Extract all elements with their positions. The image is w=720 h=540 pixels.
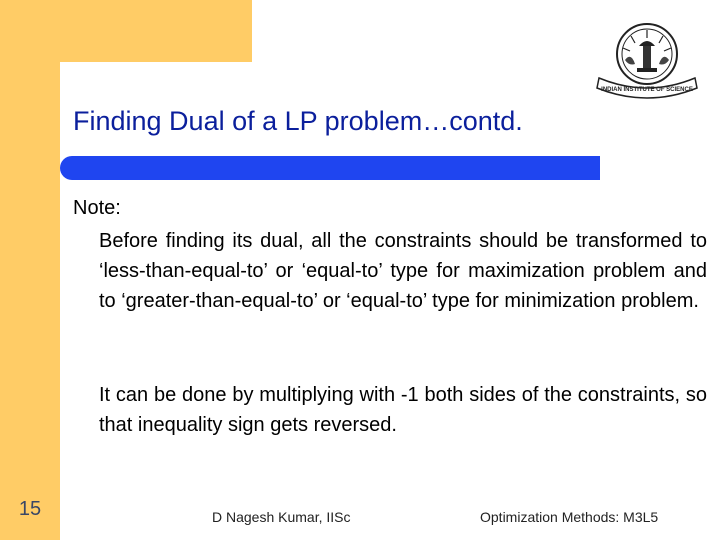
page-number: 15 bbox=[18, 498, 42, 520]
note-paragraph-1: Before finding its dual, all the constraints should be transformed to ‘less-than-equal-to’ or ‘equal-to’ type for maximization problem and to ‘greater-than-equal-to’ or ‘equal-to’ type for minimization problem. bbox=[99, 230, 707, 312]
slide-title: Finding Dual of a LP problem…contd. bbox=[73, 106, 523, 136]
iisc-emblem-icon bbox=[585, 16, 709, 104]
title-underline-bar bbox=[60, 156, 600, 180]
note-paragraph-2: It can be done by multiplying with -1 both sides of the constraints, so that inequality sign gets reversed. bbox=[99, 384, 707, 436]
logo-ribbon-text: INDIAN INSTITUTE OF SCIENCE bbox=[601, 87, 693, 93]
orange-side-band bbox=[0, 0, 60, 540]
footer-course: Optimization Methods: M3L5 bbox=[480, 509, 659, 525]
note-label: Note: bbox=[73, 197, 121, 219]
footer-author: D Nagesh Kumar, IISc bbox=[212, 509, 351, 525]
